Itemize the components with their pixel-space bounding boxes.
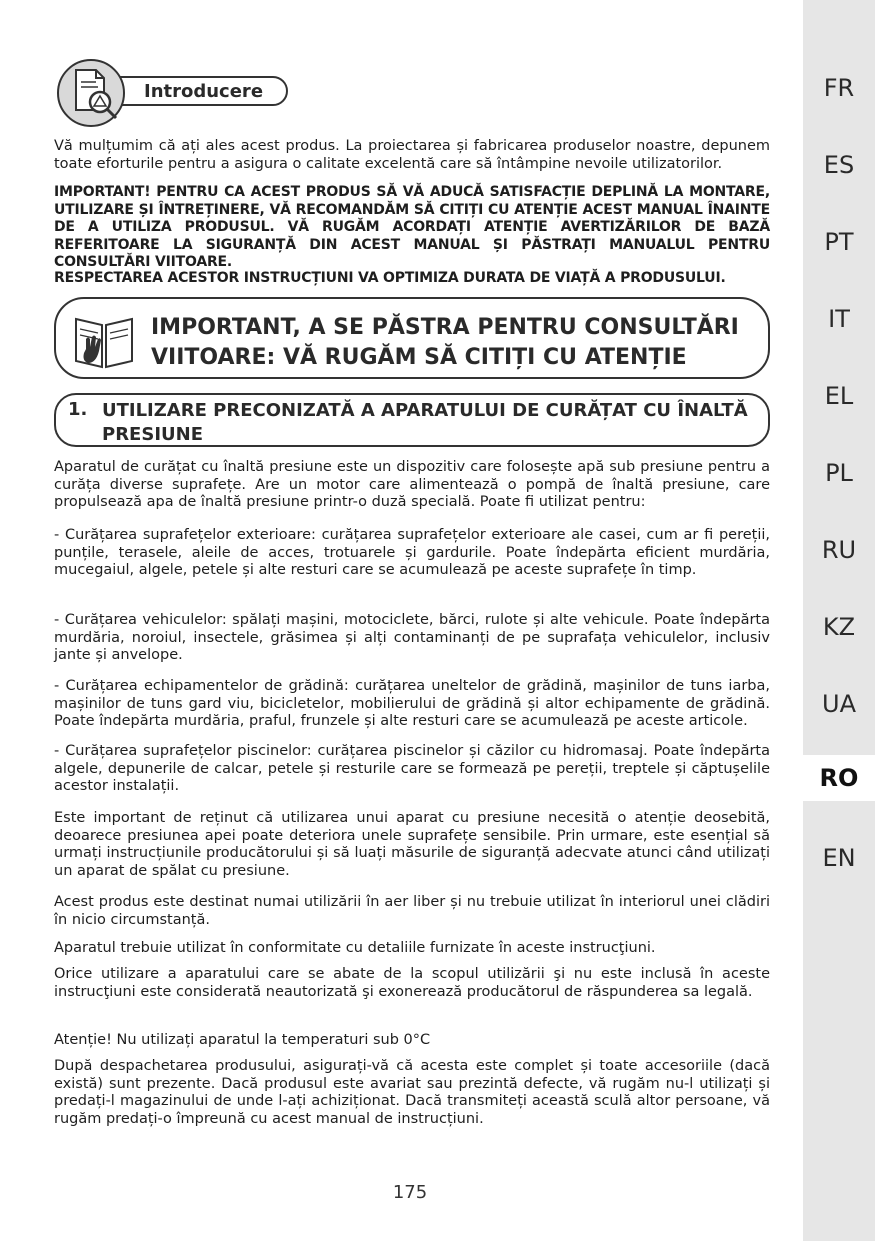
lang-tab-pl[interactable]: PL <box>825 459 853 487</box>
page-number: 175 <box>392 1182 428 1203</box>
lang-tab-kz[interactable]: KZ <box>822 613 856 641</box>
instructions-notice: RESPECTAREA ACESTOR INSTRUCȚIUNI VA OPTIMIZA DURATA DE VIAȚĂ A PRODUSULUI. <box>54 270 726 286</box>
body-paragraph-6: Este important de reținut că utilizarea unui aparat cu presiune necesită o atenție deosebită, deoarece presiunea apei poate deteriora unele suprafețe sensibile. Prin urmare, este esențial să urmați instrucțiunile producătorului și să luați măsurile de siguranță adecvate atunci când utilizați un aparat de spălat cu presiune. <box>54 810 770 879</box>
body-paragraph-5: - Curățarea suprafețelor piscinelor: curățarea piscinelor și căzilor cu hidromasaj. Poate îndepărta algele, depunerile de calcar, petele și resturile care se formează pe pereții, treptele și căptușelile acestor instalații. <box>54 743 770 795</box>
body-paragraph-11: După despachetarea produsului, asigurați-vă că acesta este complet și toate accesoriile (dacă există) sunt prezente. Dacă produsul este avariat sau prezintă defecte, vă rugăm nu-l utilizați și predați-l magazinului de unde l-ați achiziționat. Dacă transmiteți această sculă altor persoane, vă rugăm predați-o împreună cu acest manual de instrucțiuni. <box>54 1058 770 1127</box>
lang-tab-ro[interactable]: RO <box>803 755 875 801</box>
lang-tab-fr[interactable]: FR <box>823 74 855 102</box>
lang-tab-en[interactable]: EN <box>822 844 856 872</box>
body-paragraph-2: - Curățarea suprafețelor exterioare: curățarea suprafețelor exterioare ale casei, cum ar fi pereții, punțile, terasele, aleile de acces, trotuarele și gardurile. Poate îndepărta eficient murdăria, mucegaiul, algele, petele și alte resturi care se acumulează pe aceste suprafețe în timp. <box>54 527 770 579</box>
document-warning-icon <box>56 58 126 128</box>
body-paragraph-10: Atenție! Nu utilizați aparatul la temperaturi sub 0°C <box>54 1032 431 1048</box>
section-heading <box>54 393 770 447</box>
body-paragraph-1: Aparatul de curățat cu înaltă presiune este un dispozitiv care folosește apă sub presiune pentru a curăța diverse suprafețe. Are un motor care alimentează o pompă de înaltă presiune, care propulsează apa de înaltă presiune printr-o duză specială. Poate fi utilizat pentru: <box>54 459 770 511</box>
body-paragraph-7: Acest produs este destinat numai utilizării în aer liber și nu trebuie utilizat în interiorul unei clădiri în nicio circumstanță. <box>54 894 770 928</box>
lang-tab-es[interactable]: ES <box>823 151 855 179</box>
section-title: UTILIZARE PRECONIZATĂ A APARATULUI DE CURĂȚAT CU ÎNALTĂ PRESIUNE <box>102 400 748 445</box>
manual-book-icon <box>70 309 138 371</box>
lang-tab-ua[interactable]: UA <box>822 690 856 718</box>
lang-tab-it[interactable]: IT <box>828 305 850 333</box>
important-keep-title: IMPORTANT, A SE PĂSTRA PENTRU CONSULTĂRI VIITOARE: VĂ RUGĂM SĂ CITIȚI CU ATENȚIE <box>151 315 739 370</box>
body-paragraph-9: Orice utilizare a aparatului care se abate de la scopul utilizării şi nu este inclusă în aceste instrucţiuni este considerată neautorizată şi exonerează producătorul de răspunderea sa legală. <box>54 966 770 1000</box>
lang-tab-el[interactable]: EL <box>824 382 854 410</box>
lang-tab-pt[interactable]: PT <box>824 228 854 256</box>
intro-paragraph: Vă mulțumim că ați ales acest produs. La proiectarea și fabricarea produselor noastre, depunem toate eforturile pentru a asigura o calitate excelentă care să întâmpine nevoile utilizatorilor. <box>54 138 770 172</box>
body-paragraph-4: - Curățarea echipamentelor de grădină: curățarea uneltelor de grădină, mașinilor de tuns iarba, mașinilor de tuns gard viu, bicicletelor, mobilierului de grădină și altor echipamente de grădină. Poate îndepărta murdăria, praful, frunzele și alte resturi care se acumulează pe aceste articole. <box>54 678 770 730</box>
important-notice: IMPORTANT! PENTRU CA ACEST PRODUS SĂ VĂ ADUCĂ SATISFACȚIE DEPLINĂ LA MONTARE, UTILIZARE ȘI ÎNTREȚINERE, VĂ RECOMANDĂM SĂ CITIȚI CU ATENȚIE ACEST MANUAL ÎNAINTE DE A UTILIZA PRODUSUL. VĂ RUGĂM ACORDAȚI ATENȚIE AVERTIZĂRILOR DE BAZĂ REFERITOARE LA SIGURANȚĂ DIN ACEST MANUAL ȘI PĂSTRAȚI MANUALUL PENTRU CONSULTĂRI VIITOARE. <box>54 184 770 271</box>
section-number: 1. <box>68 399 88 420</box>
intro-label: Introducere <box>144 81 264 102</box>
important-keep-box <box>54 297 770 379</box>
body-paragraph-8: Aparatul trebuie utilizat în conformitate cu detaliile furnizate în aceste instrucţiuni. <box>54 940 656 956</box>
language-sidebar <box>803 0 875 1241</box>
body-paragraph-3: - Curățarea vehiculelor: spălați mașini, motociclete, bărci, rulote și alte vehicule. Poate îndepărta murdăria, noroiul, insectele, grăsimea și alți contaminanți de pe suprafața vehiculelor, inclusiv jante și anvelope. <box>54 612 770 664</box>
lang-tab-ru[interactable]: RU <box>821 536 857 564</box>
